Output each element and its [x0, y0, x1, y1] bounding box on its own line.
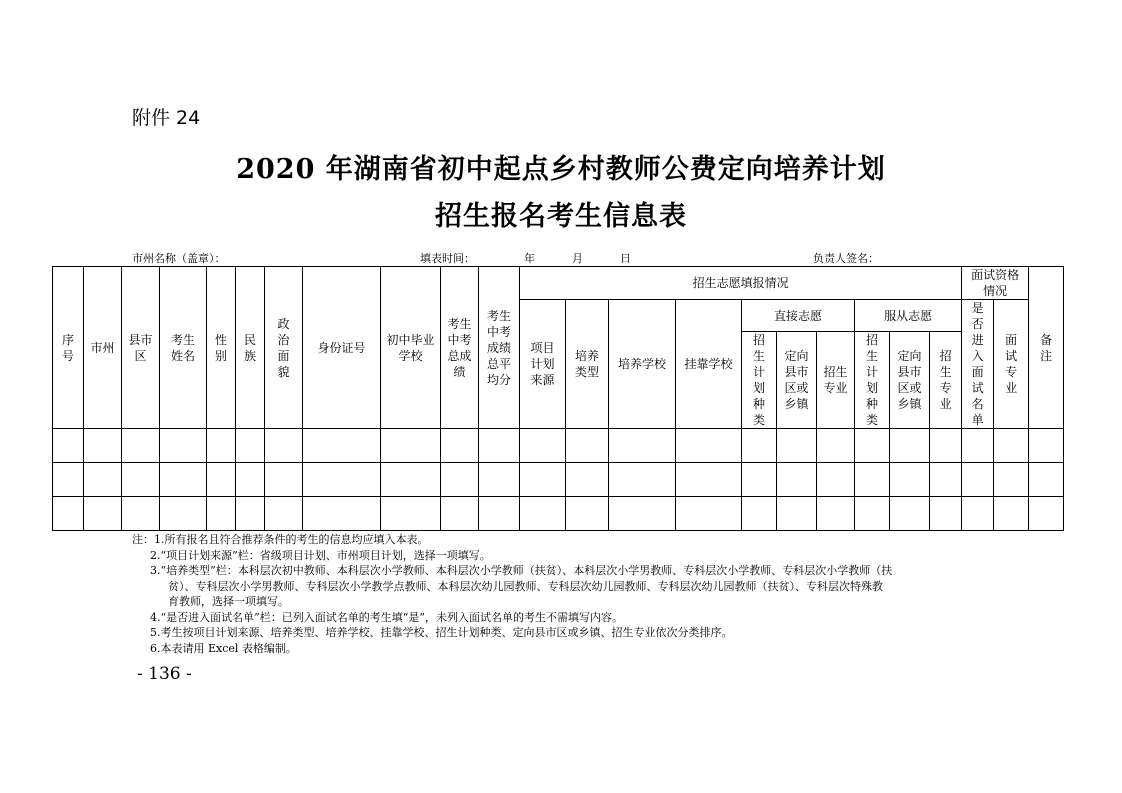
table-cell[interactable] [53, 429, 84, 463]
header-interview-group: 面试资格情况 [962, 267, 1029, 300]
table-cell[interactable] [479, 497, 520, 531]
table-cell[interactable] [676, 429, 742, 463]
header-interview-major: 面试专业 [994, 300, 1029, 429]
table-cell[interactable] [265, 463, 303, 497]
table-cell[interactable] [381, 429, 441, 463]
table-cell[interactable] [855, 497, 890, 531]
table-cell[interactable] [441, 463, 479, 497]
table-cell[interactable] [441, 429, 479, 463]
meta-year: 年 [524, 252, 535, 265]
note-line: 6.本表请用 Excel 表格编制。 [150, 641, 297, 655]
table-cell[interactable] [930, 429, 962, 463]
table-cell[interactable] [994, 463, 1029, 497]
table-cell[interactable] [160, 429, 207, 463]
table-cell[interactable] [777, 429, 817, 463]
header-ethnicity: 民族 [236, 267, 265, 429]
table-cell[interactable] [160, 497, 207, 531]
table-cell[interactable] [236, 497, 265, 531]
note-line: 4.“是否进入面试名单”栏：已列入面试名单的考生填“是”，未列入面试名单的考生不需填写内容。 [150, 610, 623, 624]
table-cell[interactable] [84, 429, 122, 463]
header-city: 市州 [84, 267, 122, 429]
table-cell[interactable] [676, 463, 742, 497]
table-cell[interactable] [207, 429, 236, 463]
header-political: 政治面貌 [265, 267, 303, 429]
header-gender: 性别 [207, 267, 236, 429]
table-cell[interactable] [676, 497, 742, 531]
table-cell[interactable] [1029, 463, 1064, 497]
header-name: 考生姓名 [160, 267, 207, 429]
table-cell[interactable] [962, 429, 994, 463]
table-cell[interactable] [609, 497, 676, 531]
header-obey: 服从志愿 [855, 300, 962, 332]
table-cell[interactable] [520, 463, 566, 497]
registration-table [52, 266, 1064, 531]
header-remark: 备注 [1029, 267, 1064, 429]
table-row [53, 463, 1064, 497]
table-cell[interactable] [236, 429, 265, 463]
header-train-school: 培养学校 [609, 300, 676, 429]
header-plan-source: 项目计划来源 [520, 300, 566, 429]
table-cell[interactable] [303, 463, 381, 497]
table-cell[interactable] [777, 463, 817, 497]
table-cell[interactable] [207, 497, 236, 531]
header-plan-kind: 招生计划种类 [742, 332, 777, 429]
header-major-2: 招生专业 [930, 332, 962, 429]
note-line: 3.“培养类型”栏：本科层次初中教师、本科层次小学教师、本科层次小学教师（扶贫）、本科层次小学男教师、专科层次小学教师、专科层次小学教师（扶 [150, 564, 893, 577]
note-line: 5.考生按项目计划来源、培养类型、培养学校、挂靠学校、招生计划种类、定向县市区或乡镇、招生专业依次分类排序。 [150, 626, 733, 639]
table-cell[interactable] [566, 429, 609, 463]
meta-city: 市州名称（盖章）： [132, 252, 226, 265]
table-cell[interactable] [742, 429, 777, 463]
table-cell[interactable] [890, 429, 930, 463]
attachment-label: 附件 24 [132, 107, 201, 129]
table-cell[interactable] [265, 429, 303, 463]
table-row [53, 497, 1064, 531]
table-cell[interactable] [84, 463, 122, 497]
table-cell[interactable] [817, 497, 855, 531]
header-plan-kind-2: 招生计划种类 [855, 332, 890, 429]
table-cell[interactable] [84, 497, 122, 531]
note-line: 2.“项目计划来源”栏：省级项目计划、市州项目计划，选择一项填写。 [150, 548, 491, 562]
header-attached-school: 挂靠学校 [676, 300, 742, 429]
table-cell[interactable] [994, 429, 1029, 463]
header-town: 定向县市区或乡镇 [777, 332, 817, 429]
table-cell[interactable] [930, 497, 962, 531]
table-cell[interactable] [962, 463, 994, 497]
table-cell[interactable] [742, 463, 777, 497]
meta-signer: 负责人签名： [813, 252, 879, 265]
header-id-number: 身份证号 [303, 267, 381, 429]
meta-fill-time: 填表时间： [420, 252, 475, 265]
table-row [53, 429, 1064, 463]
table-cell[interactable] [890, 497, 930, 531]
table-cell[interactable] [381, 497, 441, 531]
header-seq: 序号 [53, 267, 84, 429]
header-avg: 考生中考成绩总平均分 [479, 267, 520, 429]
table-cell[interactable] [855, 463, 890, 497]
table-cell[interactable] [520, 497, 566, 531]
notes [132, 532, 892, 656]
table-cell[interactable] [265, 497, 303, 531]
table-cell[interactable] [742, 497, 777, 531]
note-line: 注：1.所有报名且符合推荐条件的考生的信息均应填入本表。 [132, 533, 429, 546]
table-cell[interactable] [890, 463, 930, 497]
table-cell[interactable] [160, 463, 207, 497]
note-line: 育教师，选择一项填写。 [168, 595, 289, 608]
table-cell[interactable] [566, 497, 609, 531]
table-cell[interactable] [207, 463, 236, 497]
page-number: - 136 - [137, 664, 192, 684]
table-cell[interactable] [1029, 429, 1064, 463]
table-cell[interactable] [53, 497, 84, 531]
title-line-1: 2020 年湖南省初中起点乡村教师公费定向培养计划 [236, 154, 886, 185]
table-cell[interactable] [441, 497, 479, 531]
table-cell[interactable] [930, 463, 962, 497]
table-cell[interactable] [855, 429, 890, 463]
table-cell[interactable] [122, 429, 160, 463]
table-cell[interactable] [1029, 497, 1064, 531]
header-school: 初中毕业学校 [381, 267, 441, 429]
table-cell[interactable] [122, 497, 160, 531]
meta-day: 日 [620, 252, 631, 265]
table-cell[interactable] [520, 429, 566, 463]
table-cell[interactable] [479, 463, 520, 497]
header-direct: 直接志愿 [742, 300, 855, 332]
table-cell[interactable] [609, 429, 676, 463]
table-cell[interactable] [609, 463, 676, 497]
table-cell[interactable] [381, 463, 441, 497]
note-line: 贫）、专科层次小学男教师、专科层次小学教学点教师、本科层次幼儿园教师、专科层次幼儿园教师、专科层次幼儿园教师（扶贫）、专科层次特殊教 [168, 579, 883, 593]
table-cell[interactable] [994, 497, 1029, 531]
table-cell[interactable] [303, 429, 381, 463]
header-county: 县市区 [122, 267, 160, 429]
table-cell[interactable] [53, 463, 84, 497]
table-cell[interactable] [962, 497, 994, 531]
table-cell[interactable] [303, 497, 381, 531]
header-interview-list: 是否进入面试名单 [962, 300, 994, 429]
table-cell[interactable] [122, 463, 160, 497]
table-cell[interactable] [817, 429, 855, 463]
header-score: 考生中考总成绩 [441, 267, 479, 429]
header-town-2: 定向县市区或乡镇 [890, 332, 930, 429]
header-train-type: 培养类型 [566, 300, 609, 429]
table-cell[interactable] [479, 429, 520, 463]
table-cell[interactable] [566, 463, 609, 497]
meta-month: 月 [572, 252, 583, 265]
table-cell[interactable] [817, 463, 855, 497]
header-major: 招生专业 [817, 332, 855, 429]
table-cell[interactable] [777, 497, 817, 531]
title-line-2: 招生报名考生信息表 [435, 201, 687, 232]
table-cell[interactable] [236, 463, 265, 497]
header-wish-group: 招生志愿填报情况 [520, 267, 962, 300]
